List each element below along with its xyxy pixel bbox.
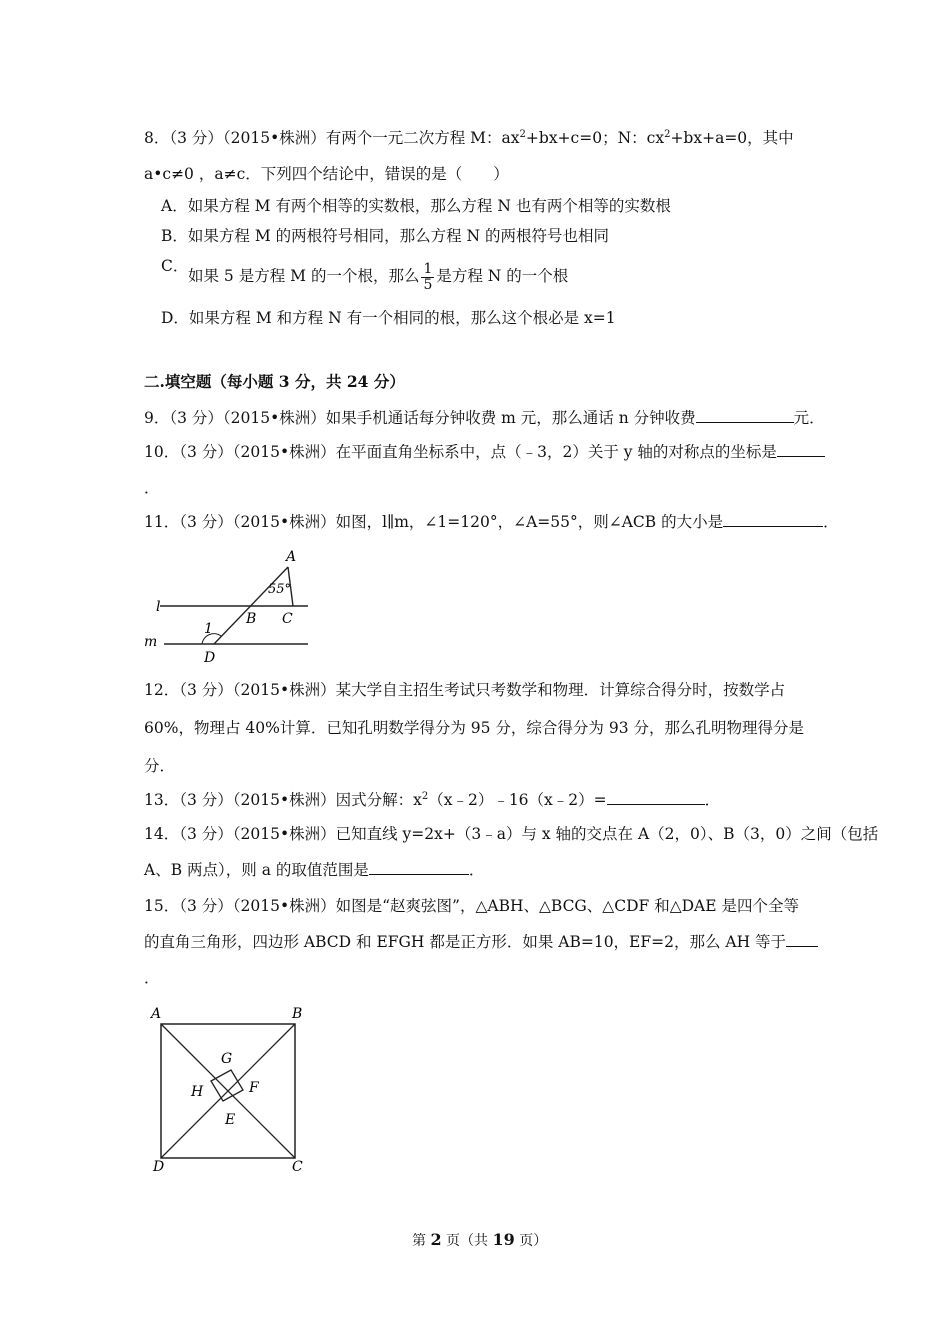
q15-answer-blank [786, 932, 818, 947]
label-h: H [191, 1084, 204, 1100]
q10 [144, 442, 825, 462]
q14-tail: ． [468, 861, 485, 879]
q8-line2: a•c≠0 ，a≠c．下列四个结论中，错误的是（ ） [144, 165, 509, 183]
q8-option-b: B．如果方程 M 的两根符号相同，那么方程 N 的两根符号也相同 [161, 227, 610, 245]
q11-figure [140, 545, 320, 670]
footer-mid: 页（共 [441, 1233, 493, 1249]
q14-line1: 14．（3 分）（2015•株洲）已知直线 y=2x+（3﹣a）与 x 轴的交点在 A（2，0）、B（3，0）之间（包括 [144, 825, 879, 843]
footer-post: 页） [514, 1233, 548, 1249]
label-m: m [144, 634, 158, 650]
q14-line2 [144, 860, 484, 880]
footer-total-pages: 19 [492, 1230, 515, 1249]
footer-pre: 第 [412, 1233, 431, 1249]
hidden-helper [161, 1024, 211, 1081]
label-f: F [249, 1080, 259, 1096]
q9 [144, 408, 825, 428]
label-l: l [156, 599, 161, 615]
label-c: C [292, 1159, 303, 1175]
q8-option-a: A．如果方程 M 有两个相等的实数根，那么方程 N 也有两个相等的实数根 [161, 197, 671, 215]
q13-pre: 13．（3 分）（2015•株洲）因式分解：x [144, 791, 422, 809]
q8-option-d: D．如果方程 M 和方程 N 有一个相同的根，那么这个根必是 x=1 [161, 309, 616, 327]
q11-answer-blank [723, 512, 823, 527]
q12-line1: 12．（3 分）（2015•株洲）某大学自主招生考试只考数学和物理．计算综合得分时，按数学占 [144, 681, 786, 699]
label-b: B [246, 611, 257, 627]
q8-fraction [421, 262, 434, 293]
q8-option-c-post: 是方程 N 的一个根 [436, 267, 569, 285]
label-g: G [221, 1051, 233, 1067]
q13-answer-blank [607, 790, 705, 805]
q14-answer-blank [369, 860, 469, 875]
section-2-title: 二.填空题（每小题 3 分，共 24 分） [144, 372, 405, 391]
label-a: A [286, 549, 297, 565]
label-d: D [153, 1159, 165, 1175]
label-c: C [282, 611, 293, 627]
label-angle-1: 1 [204, 621, 213, 637]
q10-text: 10．（3 分）（2015•株洲）在平面直角坐标系中，点（﹣3，2）关于 y 轴的对称点的坐标是 [144, 443, 777, 461]
q14-text: A、B 两点），则 a 的取值范围是 [144, 861, 369, 879]
q13 [144, 790, 720, 810]
q10-tail: ． [144, 479, 160, 497]
label-e: E [225, 1112, 236, 1128]
q15-line1: 15．（3 分）（2015•株洲）如图是“赵爽弦图”，△ABH、△BCG、△CDF 和△DAE 是四个全等 [144, 897, 799, 915]
page-footer [412, 1230, 547, 1251]
fraction-numerator: 1 [423, 260, 433, 277]
q9-answer-blank [696, 408, 794, 423]
q13-sup: 2 [421, 790, 429, 802]
label-b: B [292, 1006, 303, 1022]
q8-text-c: +bx+a=0，其中 [670, 129, 794, 147]
q9-tail: 元． [793, 409, 825, 427]
q8-option-c [188, 260, 568, 293]
q8-option-c-pre: 如果 5 是方程 M 的一个根，那么 [188, 267, 420, 285]
q13-post: （x﹣2）﹣16（x﹣2）= [428, 791, 607, 809]
label-d: D [204, 650, 216, 666]
q15-figure [145, 1000, 315, 1180]
footer-page-number: 2 [430, 1230, 442, 1249]
q8-sup-1: 2 [519, 128, 526, 140]
q11 [144, 512, 839, 532]
q8-line1 [144, 128, 794, 148]
q11-text: 11．（3 分）（2015•株洲）如图，l∥m，∠1=120°，∠A=55°，则∠ACB 的大小是 [144, 513, 724, 531]
fraction-denominator: 5 [423, 276, 433, 293]
q8-text-b: +bx+c=0；N：cx [525, 129, 665, 147]
q9-text: 9．（3 分）（2015•株洲）如果手机通话每分钟收费 m 元，那么通话 n 分钟收费 [144, 409, 696, 427]
label-angle-55: 55° [268, 582, 292, 597]
q12-line3: 分． [144, 757, 176, 775]
q8-text-a: 8．（3 分）（2015•株洲）有两个一元二次方程 M：ax [144, 129, 520, 147]
q8-sup-2: 2 [664, 128, 671, 140]
q15-tail: ． [144, 969, 160, 987]
square-efgh [211, 1070, 243, 1101]
q11-tail: ． [823, 513, 839, 531]
q13-tail: ． [704, 791, 721, 809]
q8-option-c-label: C． [161, 257, 189, 275]
q15-line2 [144, 932, 818, 952]
q15-text: 的直角三角形，四边形 ABCD 和 EFGH 都是正方形．如果 AB=10，EF=2，那么 AH 等于 [144, 933, 787, 951]
q10-answer-blank [777, 442, 825, 457]
label-a: A [151, 1006, 162, 1022]
q12-line2: 60%，物理占 40%计算．已知孔明数学得分为 95 分，综合得分为 93 分，那么孔明物理得分是 [144, 719, 804, 737]
